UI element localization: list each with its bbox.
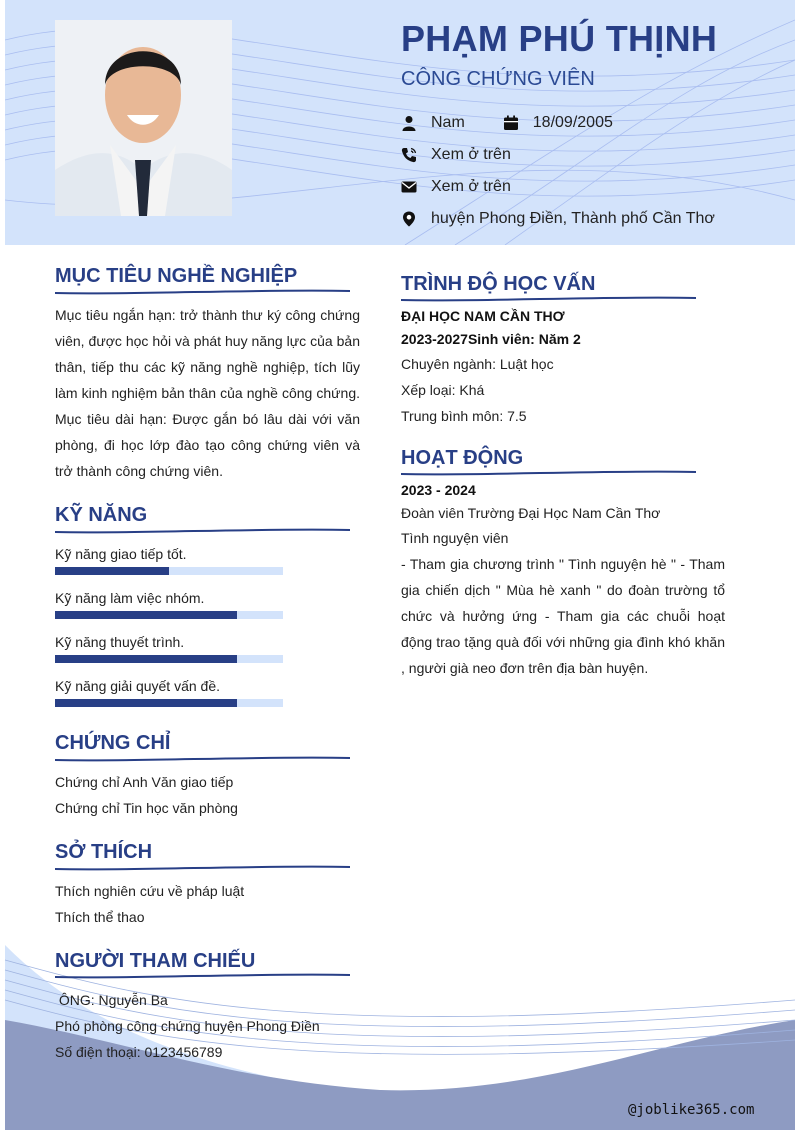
skill-label: Kỹ năng làm việc nhóm. bbox=[55, 590, 205, 606]
references-underline bbox=[55, 972, 350, 980]
education-period: 2023-2027Sinh viên: Năm 2 bbox=[401, 331, 581, 347]
skill-label: Kỹ năng giao tiếp tốt. bbox=[55, 546, 187, 562]
person-icon bbox=[401, 115, 417, 131]
skill-label: Kỹ năng thuyết trình. bbox=[55, 634, 185, 650]
hobby-item: Thích nghiên cứu về pháp luật bbox=[55, 883, 245, 899]
phone-value: Xem ở trên bbox=[431, 146, 511, 163]
skill-bar-fill bbox=[55, 611, 237, 619]
certificate-item: Chứng chỉ Tin học văn phòng bbox=[55, 800, 238, 816]
education-gpa: Trung bình môn: 7.5 bbox=[401, 408, 527, 424]
birthdate-value: 18/09/2005 bbox=[532, 114, 613, 131]
watermark: @joblike365.com bbox=[628, 1102, 755, 1118]
skills-heading: KỸ NĂNG bbox=[55, 504, 148, 526]
objective-heading: MỤC TIÊU NGHỀ NGHIỆP bbox=[55, 265, 298, 287]
calendar-icon bbox=[503, 115, 519, 131]
activities-underline bbox=[401, 469, 696, 477]
certificates-heading: CHỨNG CHỈ bbox=[55, 732, 171, 754]
reference-item: Phó phòng công chứng huyện Phong Điền bbox=[55, 1018, 320, 1034]
reference-item: Số điện thoại: 0123456789 bbox=[55, 1044, 223, 1060]
email-row bbox=[401, 176, 511, 198]
job-title: CÔNG CHỨNG VIÊN bbox=[401, 68, 595, 90]
activities-heading: HOẠT ĐỘNG bbox=[401, 447, 524, 469]
skill-bar-track bbox=[55, 611, 283, 619]
activity-role: Tình nguyện viên bbox=[401, 530, 509, 546]
school-name: ĐẠI HỌC NAM CẦN THƠ bbox=[401, 308, 565, 324]
birthdate-group bbox=[503, 114, 613, 132]
certificates-underline bbox=[55, 755, 350, 763]
activity-description: - Tham gia chương trình " Tình nguyện hè " - Tham gia chiến dịch " Mùa hè xanh " do đoàn trường tổ chức và hưởng ứng - Tham gia các chuỗi hoạt động trao tặng quà đối với những gia đình khó khăn , người già neo đơn trên địa bàn huyện. bbox=[401, 556, 725, 676]
hobby-item: Thích thể thao bbox=[55, 909, 145, 925]
hobbies-underline bbox=[55, 864, 350, 872]
skill-bar-track bbox=[55, 699, 283, 707]
objective-text: Mục tiêu ngắn hạn: trở thành thư ký công chứng viên, được học hỏi và phát huy năng lực của bản thân, tiếp thu các kỹ năng nghề nghiệp, tích lũy làm kinh nghiệm bản thân của nghề công chứng. Mục tiêu dài hạn: Được gắn bó lâu dài với văn phòng, đi học lớp đào tạo công chứng viên và trở thành công chứng viên. bbox=[55, 307, 360, 479]
map-pin-icon bbox=[401, 211, 417, 227]
activity-period: 2023 - 2024 bbox=[401, 482, 476, 498]
gender-value: Nam bbox=[431, 114, 465, 131]
education-major: Chuyên ngành: Luật học bbox=[401, 356, 554, 372]
skill-bar-fill bbox=[55, 655, 237, 663]
envelope-icon bbox=[401, 179, 417, 195]
candidate-name: PHẠM PHÚ THỊNH bbox=[401, 18, 718, 59]
profile-photo bbox=[55, 20, 232, 216]
email-value: Xem ở trên bbox=[431, 178, 511, 195]
address-value: huyện Phong Điền, Thành phố Cần Thơ bbox=[431, 210, 715, 227]
address-row bbox=[401, 208, 715, 230]
skill-label: Kỹ năng giải quyết vấn đề. bbox=[55, 678, 221, 694]
education-rank: Xếp loại: Khá bbox=[401, 382, 485, 398]
skill-bar-fill bbox=[55, 567, 169, 575]
skill-bar-fill bbox=[55, 699, 237, 707]
hobbies-heading: SỞ THÍCH bbox=[55, 841, 153, 863]
education-underline bbox=[401, 295, 696, 303]
phone-icon bbox=[401, 147, 417, 163]
skill-bar-track bbox=[55, 655, 283, 663]
skills-underline bbox=[55, 527, 350, 535]
skill-bar-track bbox=[55, 567, 283, 575]
gender-birthdate-row bbox=[401, 112, 613, 134]
certificate-item: Chứng chỉ Anh Văn giao tiếp bbox=[55, 774, 234, 790]
references-heading: NGƯỜI THAM CHIẾU bbox=[55, 950, 256, 972]
reference-item: ÔNG: Nguyễn Ba bbox=[55, 992, 168, 1008]
objective-underline bbox=[55, 288, 350, 296]
activity-organization: Đoàn viên Trường Đại Học Nam Cần Thơ bbox=[401, 505, 661, 521]
education-heading: TRÌNH ĐỘ HỌC VẤN bbox=[401, 273, 596, 295]
phone-row bbox=[401, 144, 511, 166]
